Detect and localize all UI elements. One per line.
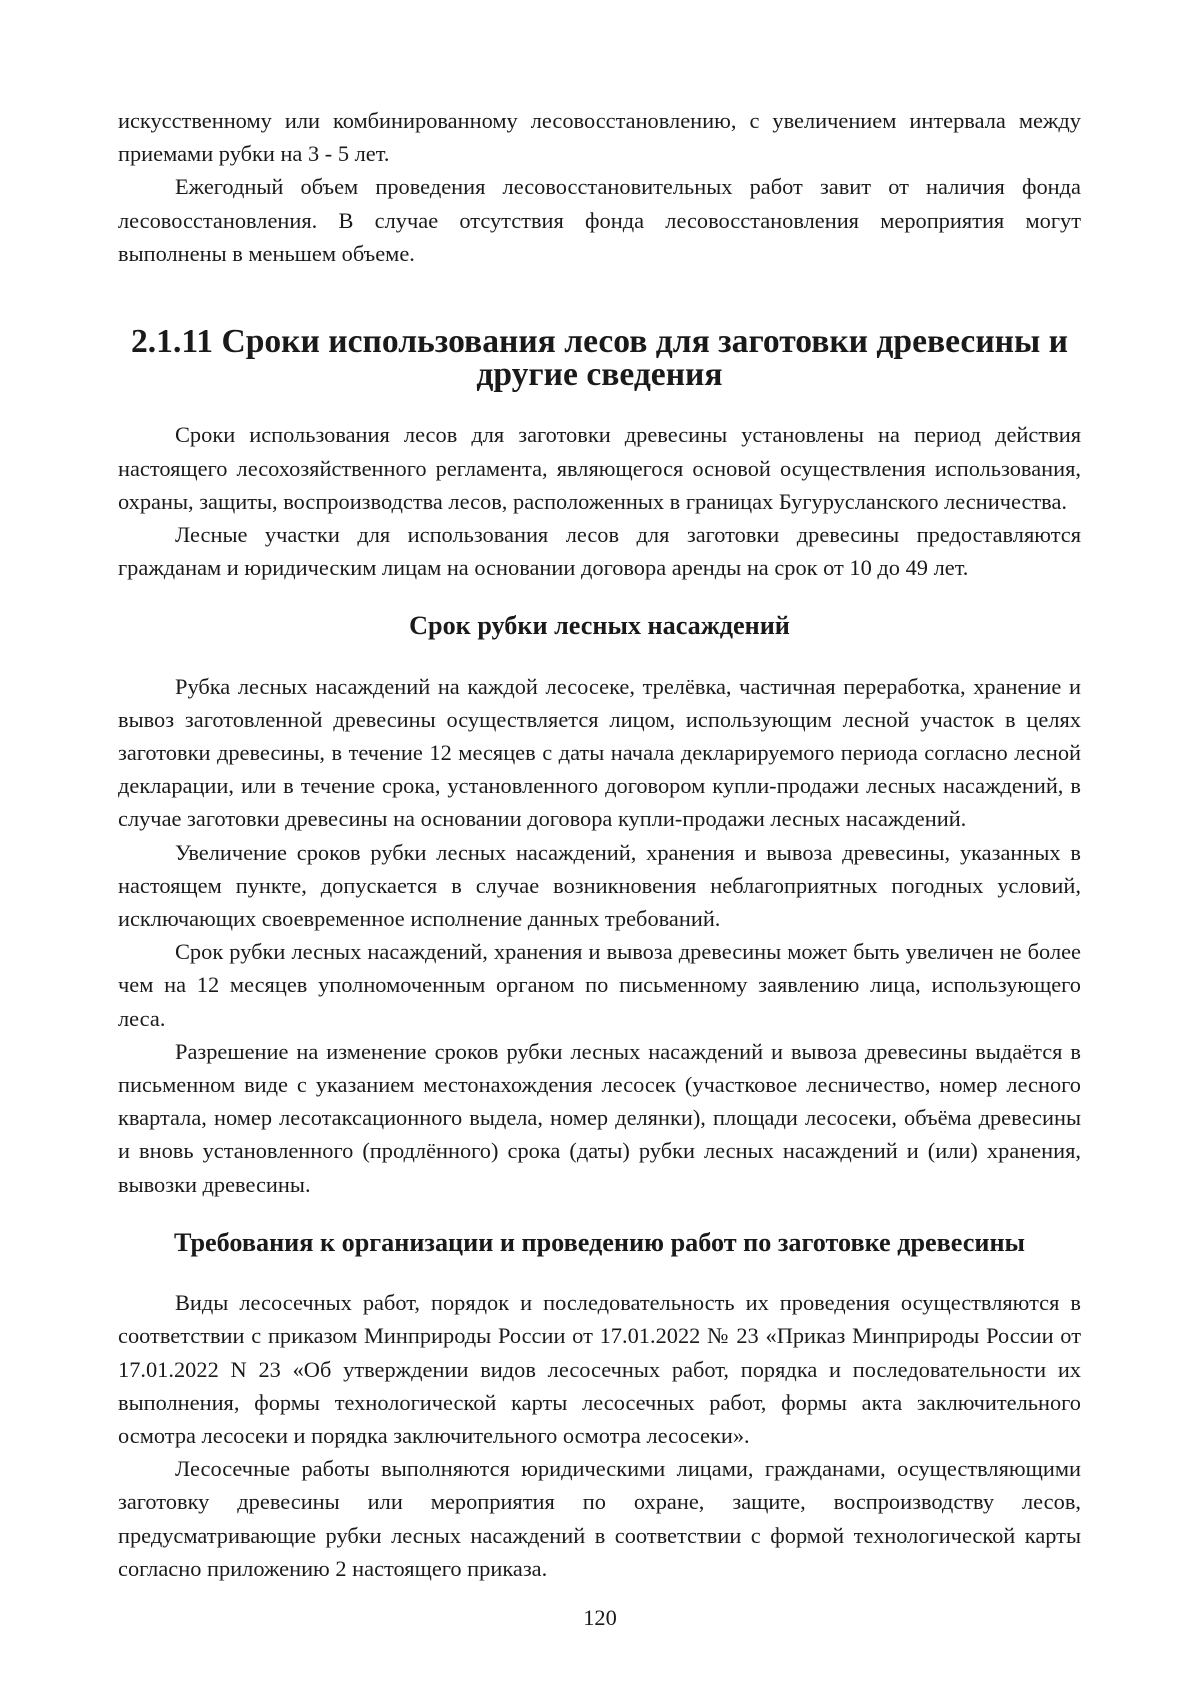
subheading-felling-period: Срок рубки лесных насаждений: [409, 611, 790, 641]
paragraph-extension-permit: Разрешение на изменение сроков рубки лесных насаждений и вывоза древесины выдаётся в письменном виде с указанием местонахождения лесосек (участковое лесничество, номер лесного квартала, номер лесотаксационного выдела, номер делянки), площади лесосеки, объёма древесины и вновь установленного (продлённого) срока (даты) рубки лесных насаждений и (или) хранения, вывозки древесины.: [118, 1038, 1081, 1197]
paragraph-usage-periods: Сроки использования лесов для заготовки древесины установлены на период действия настоящего лесохозяйственного регламента, являющегося основой осуществления использования, охраны, защиты, воспроизводства лесов, расположенных в границах Бугурусланского лесничества.: [118, 422, 1081, 514]
paragraph-extension-conditions: Увеличение сроков рубки лесных насаждений, хранения и вывоза древесины, указанных в настоящем пункте, допускается в случае возникновения неблагоприятных погодных условий, исключающих своевременное исполнение данных требований.: [118, 839, 1081, 932]
paragraph-lease-terms: Лесные участки для использования лесов для заготовки древесины предоставляются гражданам и юридическим лицам на основании договора аренды на срок от 10 до 49 лет.: [118, 522, 1081, 581]
page-number: 120: [583, 1605, 617, 1630]
paragraph-extension-limit: Срок рубки лесных насаждений, хранения и вывоза древесины может быть увеличен не более чем на 12 месяцев уполномоченным органом по письменному заявлению лица, использующего леса.: [118, 939, 1081, 1031]
paragraph-reforestation-volume: Ежегодный объем проведения лесовосстановительных работ завит от наличия фонда лесовосстановления. В случае отсутствия фонда лесовосстановления мероприятия могут выполнены в меньшем объеме.: [118, 174, 1081, 266]
paragraph-logging-performers: Лесосечные работы выполняются юридическими лицами, гражданами, осуществляющими заготовку древесины или мероприятия по охране, защите, воспроизводству лесов, предусматривающие рубки лесных насаждений в соответствии с формой технологической карты согласно приложению 2 настоящего приказа.: [118, 1456, 1081, 1581]
paragraph-logging-works-order: Виды лесосечных работ, порядок и последовательность их проведения осуществляются в соответствии с приказом Минприроды России от 17.01.2022 № 23 «Приказ Минприроды России от 17.01.2022 N 23 «Об утверждении видов лесосечных работ, порядка и последовательности их выполнения, формы технологической карты лесосечных работ, формы акта заключительного осмотра лесосеки и порядка заключительного осмотра лесосеки».: [118, 1290, 1081, 1448]
paragraph-felling-timeline: Рубка лесных насаждений на каждой лесосеке, трелёвка, частичная переработка, хранение и вывоз заготовленной древесины осуществляется лицом, использующим лесной участок в целях заготовки древесины, в течение 12 месяцев с даты начала декларируемого периода согласно лесной декларации, или в течение срока, установленного договором купли-продажи лесных насаждений, в случае заготовки древесины на основании договора купли-продажи лесных насаждений.: [118, 673, 1081, 832]
document-page: [118, 104, 1081, 1585]
subheading-harvesting-requirements: Требования к организации и проведению работ по заготовке древесины: [174, 1227, 1025, 1257]
section-heading-2-1-11: 2.1.11 Сроки использования лесов для заготовки древесины и другие сведения: [130, 323, 1068, 394]
paragraph-continued: искусственному или комбинированному лесовосстановлению, с увеличением интервала между приемами рубки на 3 - 5 лет.: [118, 108, 1081, 167]
